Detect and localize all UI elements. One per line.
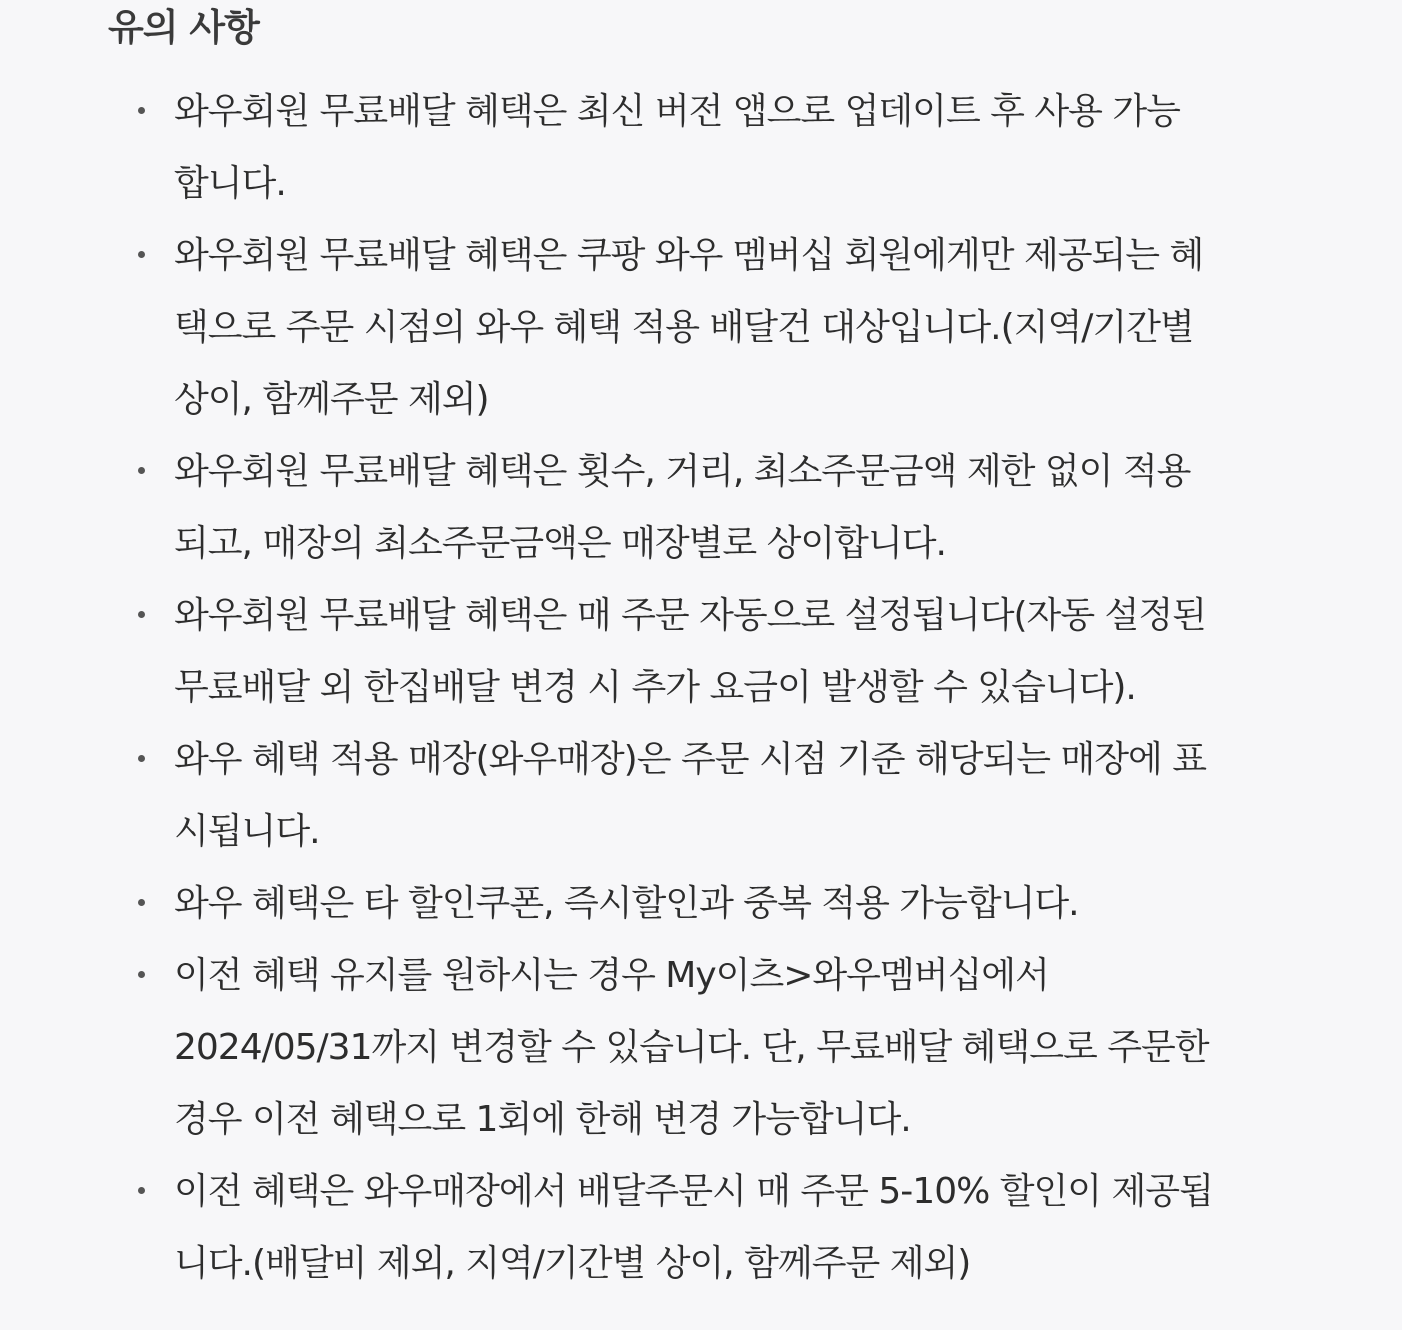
- bullet-dot-icon: [138, 107, 145, 114]
- notice-item-line: 시됩니다.: [174, 811, 320, 852]
- notice-item: [108, 868, 1270, 940]
- notice-item-line: 되고, 매장의 최소주문금액은 매장별로 상이합니다.: [174, 523, 946, 564]
- notice-item-line: 이전 혜택은 와우매장에서 배달주문시 매 주문 5-10% 할인이 제공됩: [174, 1171, 1213, 1212]
- bullet-dot-icon: [138, 611, 145, 618]
- notice-item-line: 와우 혜택 적용 매장(와우매장)은 주문 시점 기준 해당되는 매장에 표: [174, 739, 1207, 780]
- notice-item: [108, 940, 1270, 1156]
- notice-item-line: 니다.(배달비 제외, 지역/기간별 상이, 함께주문 제외): [174, 1243, 971, 1284]
- notice-item-line: 와우회원 무료배달 혜택은 매 주문 자동으로 설정됩니다(자동 설정된: [174, 595, 1206, 636]
- bullet-dot-icon: [138, 467, 145, 474]
- notice-list: [108, 76, 1342, 1300]
- notice-item-line: 2024/05/31까지 변경할 수 있습니다. 단, 무료배달 혜택으로 주문한: [174, 1027, 1209, 1068]
- bullet-dot-icon: [138, 899, 145, 906]
- notice-item-line: 와우 혜택은 타 할인쿠폰, 즉시할인과 중복 적용 가능합니다.: [174, 883, 1079, 924]
- notice-item-line: 합니다.: [174, 163, 286, 204]
- bullet-dot-icon: [138, 971, 145, 978]
- bullet-dot-icon: [138, 1187, 145, 1194]
- notice-item: [108, 724, 1270, 868]
- notice-item-line: 경우 이전 혜택으로 1회에 한해 변경 가능합니다.: [174, 1099, 911, 1140]
- notice-item-line: 와우회원 무료배달 혜택은 최신 버전 앱으로 업데이트 후 사용 가능: [174, 91, 1180, 132]
- notice-item-line: 상이, 함께주문 제외): [174, 379, 489, 420]
- notice-item: [108, 580, 1270, 724]
- bullet-dot-icon: [138, 251, 145, 258]
- notice-title: 유의 사항: [108, 6, 259, 49]
- notice-item: [108, 220, 1270, 436]
- notice-item: [108, 1156, 1270, 1300]
- notice-item-line: 무료배달 외 한집배달 변경 시 추가 요금이 발생할 수 있습니다).: [174, 667, 1136, 708]
- notice-item-line: 이전 혜택 유지를 원하시는 경우 My이츠>와우멤버십에서: [174, 955, 1049, 996]
- bullet-dot-icon: [138, 755, 145, 762]
- notice-item-line: 와우회원 무료배달 혜택은 쿠팡 와우 멤버십 회원에게만 제공되는 혜: [174, 235, 1204, 276]
- notice-item: [108, 76, 1270, 220]
- notice-item-line: 와우회원 무료배달 혜택은 횟수, 거리, 최소주문금액 제한 없이 적용: [174, 451, 1191, 492]
- notice-item-line: 택으로 주문 시점의 와우 혜택 적용 배달건 대상입니다.(지역/기간별: [174, 307, 1194, 348]
- notice-item: [108, 436, 1270, 580]
